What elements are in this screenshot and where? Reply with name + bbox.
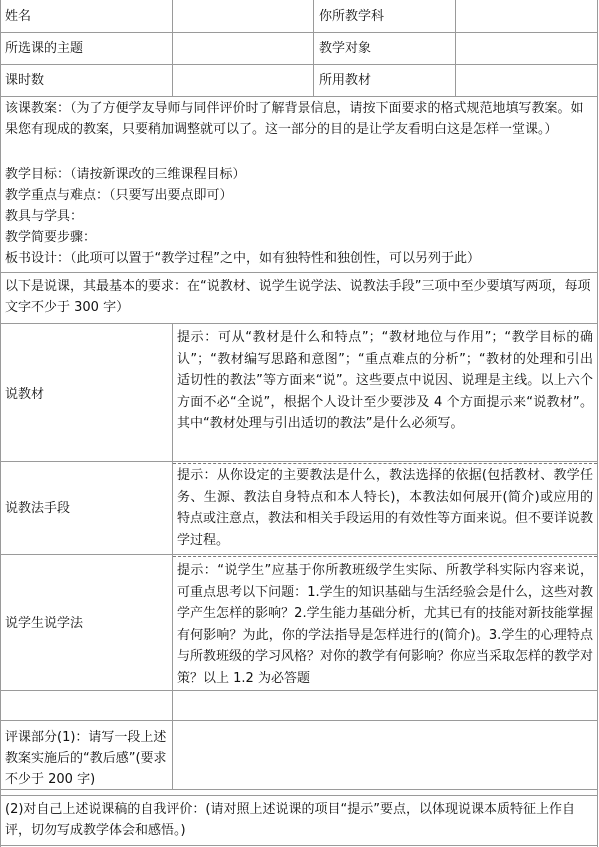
board-design: 板书设计：（此项可以置于“教学过程”之中，如有独特性和独创性，可以另列于此） bbox=[5, 251, 480, 266]
name-label: 姓名 bbox=[5, 9, 32, 24]
dashed-divider bbox=[173, 463, 597, 464]
row-divider bbox=[0, 690, 598, 691]
section-hint-method: 提示：从你设定的主要教法是什么，教法选择的依据(包括教材、教学任务、生源、教法自身特点和本人特长)，本教法如何展开(简介)或应用的特点或注意点，教法和相关手段运用的有效性等方面来说。但不要详说教学过程。 bbox=[177, 468, 594, 548]
row-divider bbox=[0, 554, 598, 555]
row-divider bbox=[0, 32, 598, 33]
key-points: 教学重点与难点：（只要写出要点即可） bbox=[5, 188, 233, 203]
teaching-goals: 教学目标：（请按新课改的三维课程目标） bbox=[5, 167, 246, 182]
target-label: 教学对象 bbox=[319, 41, 372, 56]
review-part-1: 评课部分(1)：请写一段上述教案实施后的“教后感”(要求不少于 200 字) bbox=[5, 730, 167, 787]
section-label-students: 说学生说学法 bbox=[5, 616, 84, 631]
review-part-2: (2)对自己上述说课稿的自我评价：(请对照上述说课的项目“提示”要点，以体现说课本质特征上作自评，切勿写成教学体会和感悟。) bbox=[5, 802, 575, 838]
header-divider bbox=[172, 0, 173, 96]
section-hint-students: 提示：“说学生”应基于你所教班级学生实际、所教学科实际内容来说，可重点思考以下问题：1.学生的知识基础与生活经验会是什么，这些对教学产生怎样的影响？2.学生能力基础分析，尤其已有的技能对新技能掌握有何影响？为此，你的学法指导是怎样进行的(简介)。3.学生的心理特点与所教班级的学习风格？对你的教学有何影响？你应当采取怎样的教学对策？以上 1.2 为必答题 bbox=[177, 563, 594, 686]
lesson-plan-intro: 该课教案：（为了方便学友导师与同伴评价时了解背景信息，请按下面要求的格式规范地填写教案。如果您有现成的教案，只要稍加调整就可以了。这一部分的目的是让学友看明白这是怎样一堂课。） bbox=[5, 101, 584, 137]
teaching-steps: 教学简要步骤： bbox=[5, 230, 97, 245]
section-hint-textbook: 提示：可从“教材是什么和特点”；“教材地位与作用”；“教学目标的确认”；“教材编写思路和意图”；“重点难点的分析”；“教材的处理和引出适切性的教法”等方面来“说”。这些要点中说因、说理是主线。以上六个方面不必“全说”，根据个人设计至少要涉及 4 个方面提示来“说教材”。其中“教材处理与引出适切的教法”是什么必须写。 bbox=[177, 330, 593, 431]
subject-label: 你所教学科 bbox=[319, 9, 385, 24]
dashed-divider bbox=[173, 556, 597, 557]
row-divider bbox=[0, 720, 598, 721]
hours-label: 课时数 bbox=[5, 73, 45, 88]
header-divider bbox=[455, 0, 456, 96]
header-divider bbox=[313, 0, 314, 96]
row-divider bbox=[0, 323, 598, 324]
row-divider bbox=[0, 789, 598, 790]
teaching-tools: 教具与学具： bbox=[5, 209, 84, 224]
requirements-text: 以下是说课，其最基本的要求：在“说教材、说学生说学法、说教法手段”三项中至少要填写两项，每项文字不少于 300 字） bbox=[5, 279, 591, 315]
row-divider bbox=[0, 96, 598, 97]
row-divider bbox=[0, 272, 598, 273]
section-label-textbook: 说教材 bbox=[5, 387, 45, 402]
row-divider bbox=[0, 795, 598, 796]
material-label: 所用教材 bbox=[319, 73, 372, 88]
row-divider bbox=[0, 64, 598, 65]
row-divider bbox=[0, 461, 598, 462]
section-label-method: 说教法手段 bbox=[5, 501, 71, 516]
topic-label: 所选课的主题 bbox=[5, 41, 84, 56]
form-border-bottom bbox=[0, 845, 598, 846]
